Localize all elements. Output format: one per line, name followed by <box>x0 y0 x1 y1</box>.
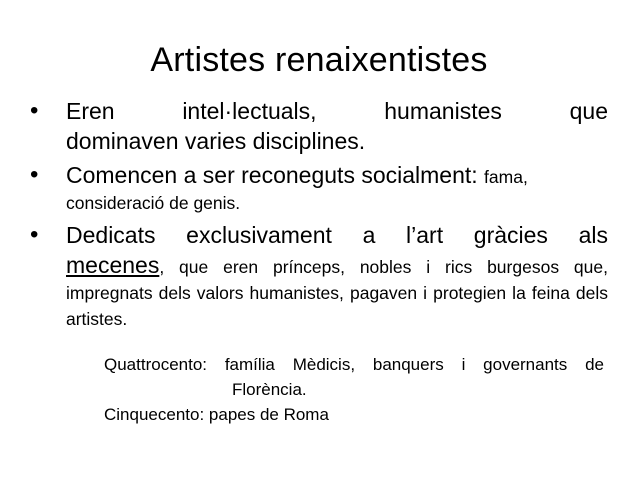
bullet-3-line-1: Dedicats exclusivament a l’art gràcies als <box>66 222 608 248</box>
bullet-2-line-1 <box>66 160 608 190</box>
bullet-dot: • <box>30 97 39 124</box>
word: Eren <box>66 98 115 124</box>
subitem-quattrocento <box>104 352 604 402</box>
bullet-item-3 <box>28 220 608 332</box>
slide-title: Artistes renaixentistes <box>150 41 488 79</box>
mecenes-link-text: mecenes <box>66 252 160 278</box>
word: humanistes <box>384 98 502 124</box>
subitem-1-continuation: Florència. <box>232 380 307 399</box>
bullet-3-rest: , que eren prínceps, nobles i rics burgesos que, impregnats dels valors humanistes, pagaven i protegien la feina dels artistes. <box>66 257 608 329</box>
bullet-item-1 <box>28 96 608 156</box>
bullet-3-text <box>66 250 608 332</box>
subitem-cinquecento: Cinquecento: papes de Roma <box>104 405 329 424</box>
bullet-2-small-inline: fama, <box>484 167 528 187</box>
word: que <box>569 98 608 124</box>
bullet-2-small-line: consideració de genis. <box>66 193 241 213</box>
word: intel·lectuals, <box>182 98 317 124</box>
bullet-1-line-1 <box>66 96 608 126</box>
bullet-dot: • <box>30 161 39 188</box>
subitem-1-text: Quattrocento: família Mèdicis, banquers i governants de <box>104 355 604 374</box>
bullet-dot: • <box>30 221 39 248</box>
bullet-1-line-2: dominaven varies disciplines. <box>66 128 366 154</box>
bullet-list <box>28 96 608 332</box>
bullet-2-main: Comencen a ser reconeguts socialment: <box>66 162 485 188</box>
bullet-item-2 <box>28 160 608 216</box>
